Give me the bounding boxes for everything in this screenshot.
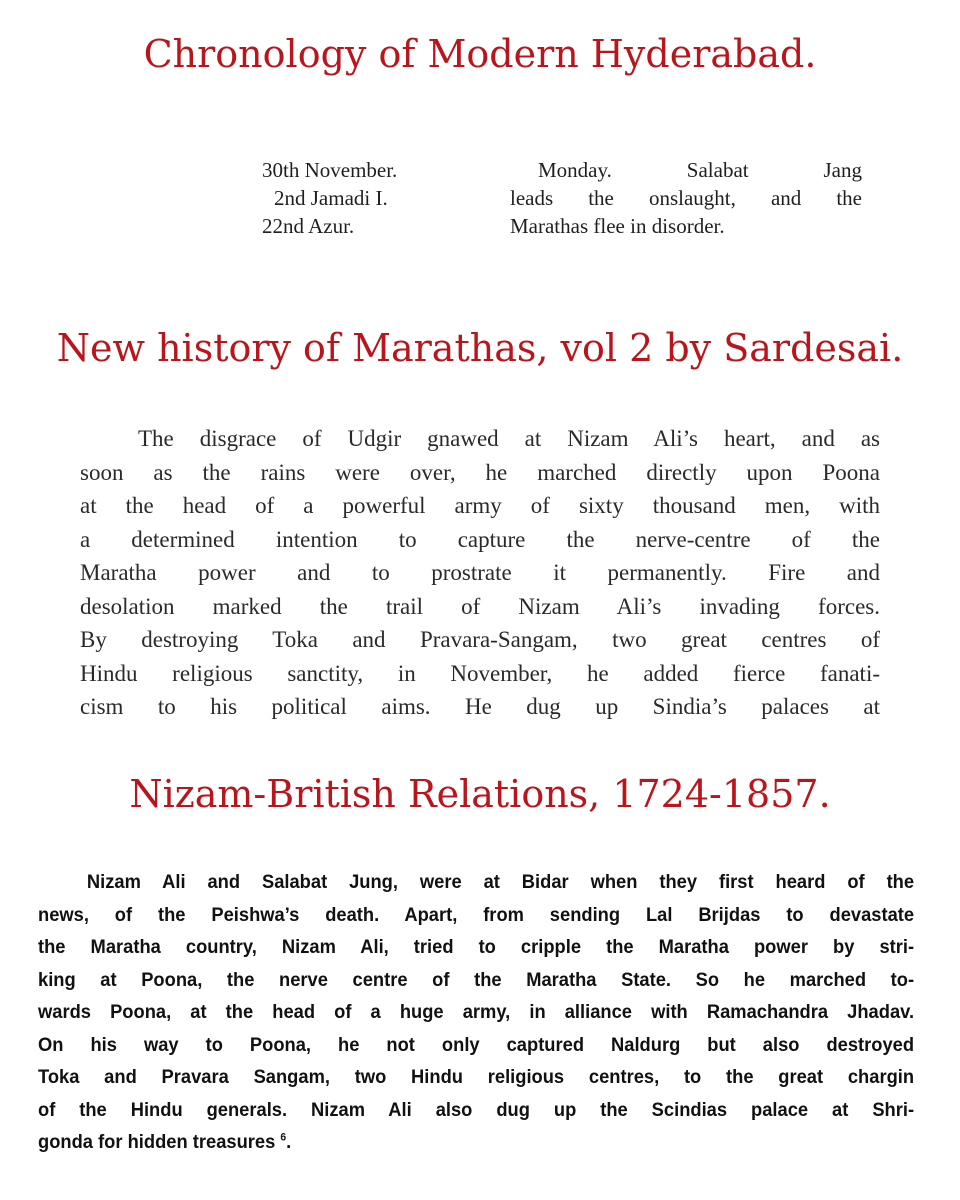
excerpt-line: desolation marked the trail of Nizam Ali’s invading forces. (80, 593, 880, 619)
chronology-dates (262, 156, 482, 240)
excerpt-line: The disgrace of Udgir gnawed at Nizam Ali’s heart, and as (138, 426, 880, 451)
excerpt-line: of the Hindu generals. Nizam Ali also dug up the Scindias palace at Shri- (38, 1098, 915, 1121)
excerpt-line: soon as the rains were over, he marched directly upon Poona (80, 459, 880, 485)
excerpt-line: By destroying Toka and Pravara-Sangam, two great centres of (80, 627, 880, 652)
event-line: Monday. Salabat Jang (538, 158, 862, 182)
excerpt-line: Hindu religious sanctity, in November, he added fierce fanati- (80, 660, 880, 686)
heading-nizam-british: Nizam-British Relations, 1724-1857. (129, 772, 831, 816)
heading-chronology: Chronology of Modern Hyderabad. (143, 32, 817, 76)
chronology-excerpt (262, 156, 872, 248)
excerpt-line: cism to his political aims. He dug up Sindia’s palaces at (80, 694, 880, 719)
excerpt-line: at the head of a powerful army of sixty thousand men, with (80, 493, 880, 518)
nizam-british-excerpt (38, 866, 914, 1166)
excerpt-line: wards Poona, at the head of a huge army, in alliance with Ramachandra Jhadav. (38, 1001, 915, 1023)
excerpt-line: news, of the Peishwa’s death. Apart, from sending Lal Brijdas to devastate (38, 903, 915, 926)
excerpt-last-line (38, 1126, 914, 1159)
heading-sardesai: New history of Marathas, vol 2 by Sardesai. (56, 326, 904, 370)
event-line: Marathas flee in disorder. (510, 214, 725, 238)
date-gregorian: 30th November. (262, 158, 398, 182)
excerpt-line: king at Poona, the nerve centre of the Maratha State. So he marched to- (38, 968, 915, 991)
footnote-marker: 6 (280, 1131, 287, 1144)
excerpt-line: Nizam Ali and Salabat Jung, were at Bidar when they first heard of the (86, 871, 915, 893)
excerpt-line: On his way to Poona, he not only captured Naldurg but also destroyed (38, 1033, 915, 1056)
chronology-event (510, 156, 862, 240)
excerpt-line: the Maratha country, Nizam Ali, tried to cripple the Maratha power by stri- (38, 936, 915, 958)
excerpt-line-text: gonda for hidden treasures (38, 1131, 276, 1153)
event-line: leads the onslaught, and the (510, 186, 862, 210)
excerpt-line: Toka and Pravara Sangam, two Hindu religious centres, to the great chargin (38, 1066, 915, 1088)
date-fasli: 22nd Azur. (262, 214, 355, 238)
sardesai-excerpt (80, 422, 880, 722)
end-punctuation: . (286, 1131, 292, 1153)
excerpt-line: a determined intention to capture the nerve-centre of the (80, 526, 880, 552)
date-hijri: 2nd Jamadi I. (274, 186, 388, 210)
excerpt-line: Maratha power and to prostrate it permanently. Fire and (80, 560, 880, 585)
